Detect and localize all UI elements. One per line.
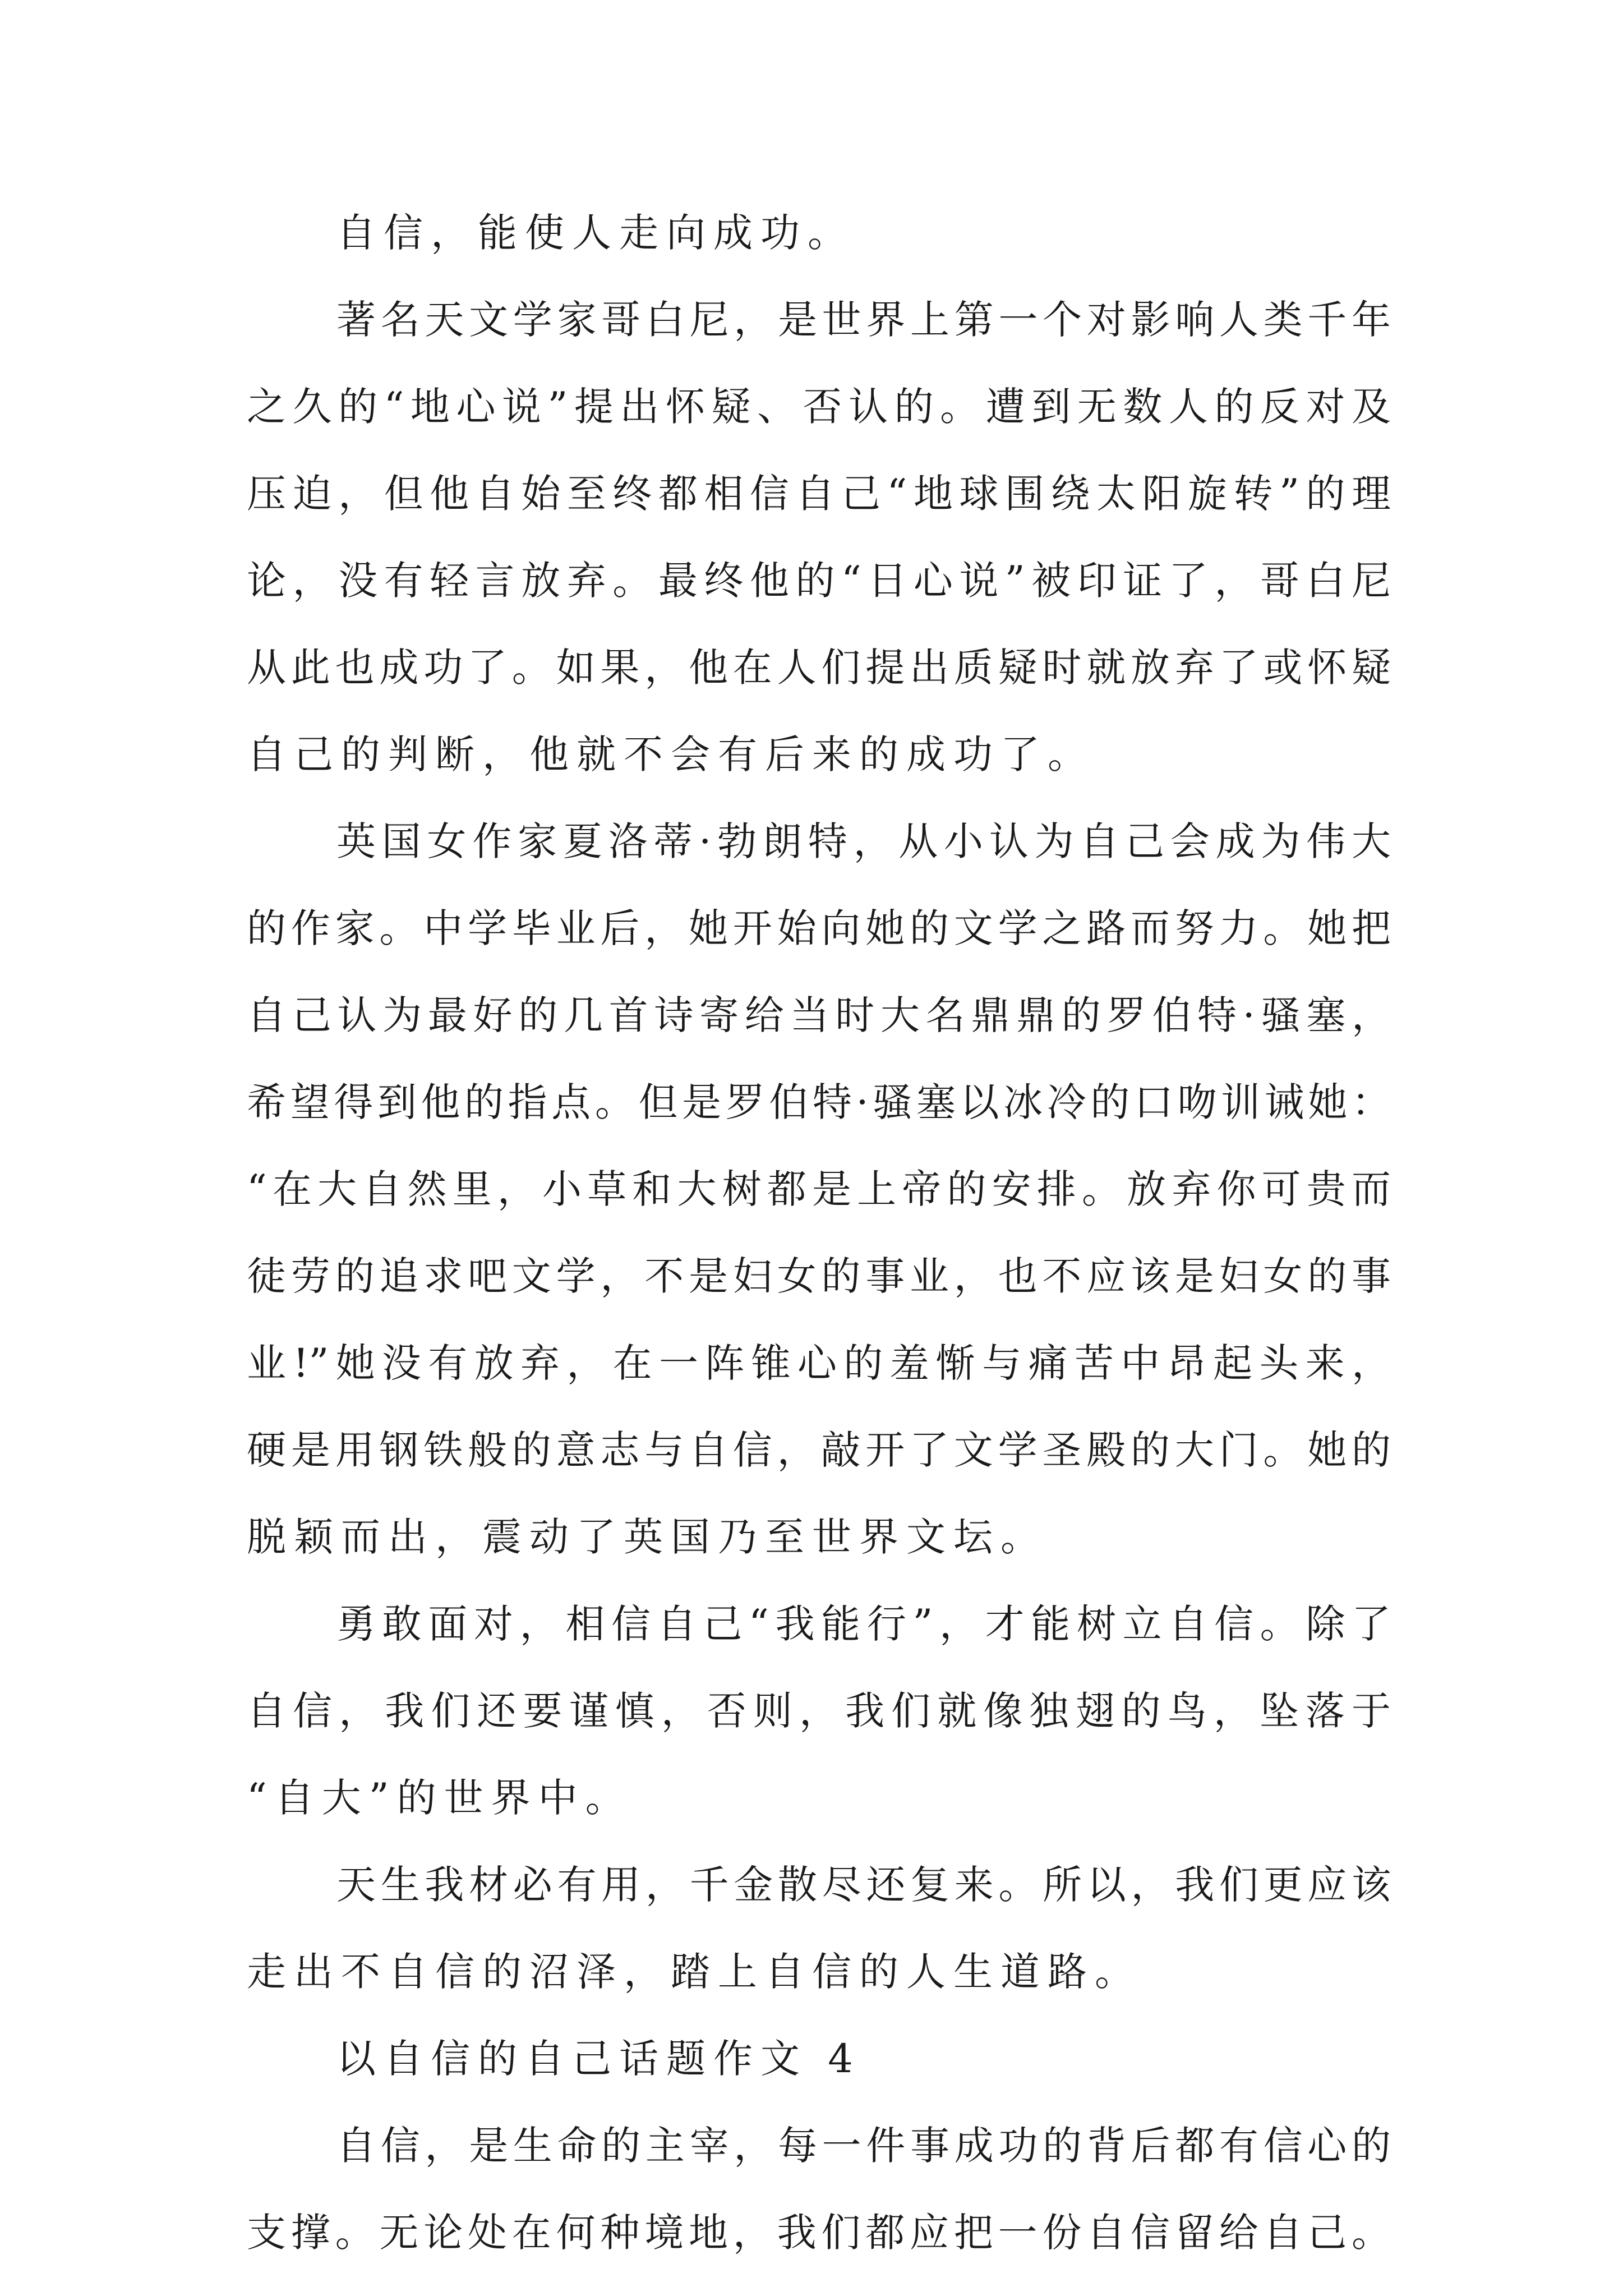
text-line: 自己认为最好的几首诗寄给当时大名鼎鼎的罗伯特·骚塞， bbox=[247, 992, 1391, 1038]
text-line: “自大”的世界中。 bbox=[247, 1775, 633, 1821]
text-line: 英国女作家夏洛蒂·勃朗特，从小认为自己会成为伟大 bbox=[336, 818, 1391, 864]
text-line: 业!”她没有放弃，在一阵锥心的羞惭与痛苦中昂起头来， bbox=[247, 1340, 1391, 1386]
text-line: 论，没有轻言放弃。最终他的“日心说”被印证了，哥白尼 bbox=[247, 558, 1391, 604]
text-line: 支撑。无论处在何种境地，我们都应把一份自信留给自己。 bbox=[247, 2210, 1391, 2256]
text-line: 自己的判断，他就不会有后来的成功了。 bbox=[247, 731, 1095, 777]
text-line: 天生我材必有用，千金散尽还复来。所以，我们更应该 bbox=[336, 1862, 1391, 1908]
text-line: 压迫，但他自始至终都相信自己“地球围绕太阳旋转”的理 bbox=[247, 471, 1391, 517]
text-line: 自信，能使人走向成功。 bbox=[336, 210, 855, 256]
text-line: 从此也成功了。如果，他在人们提出质疑时就放弃了或怀疑 bbox=[247, 645, 1391, 691]
text-line: 走出不自信的沼泽，踏上自信的人生道路。 bbox=[247, 1949, 1142, 1995]
text-line: 著名天文学家哥白尼，是世界上第一个对影响人类千年 bbox=[336, 297, 1391, 343]
text-line: 希望得到他的指点。但是罗伯特·骚塞以冰冷的口吻训诫她： bbox=[247, 1079, 1391, 1125]
section-heading: 以自信的自己话题作文 4 bbox=[336, 2036, 861, 2082]
text-line: 自信，我们还要谨慎，否则，我们就像独翅的鸟，坠落于 bbox=[247, 1688, 1391, 1734]
text-line: 的作家。中学毕业后，她开始向她的文学之路而努力。她把 bbox=[247, 905, 1391, 951]
text-line: “在大自然里，小草和大树都是上帝的安排。放弃你可贵而 bbox=[247, 1166, 1391, 1212]
text-line: 硬是用钢铁般的意志与自信，敲开了文学圣殿的大门。她的 bbox=[247, 1427, 1391, 1473]
text-line: 之久的“地心说”提出怀疑、否认的。遭到无数人的反对及 bbox=[247, 384, 1391, 430]
text-line: 脱颖而出，震动了英国乃至世界文坛。 bbox=[247, 1514, 1048, 1560]
text-line: 勇敢面对，相信自己“我能行”，才能树立自信。除了 bbox=[336, 1601, 1391, 1647]
text-line: 自信，是生命的主宰，每一件事成功的背后都有信心的 bbox=[336, 2123, 1391, 2169]
text-line: 徒劳的追求吧文学，不是妇女的事业，也不应该是妇女的事 bbox=[247, 1253, 1391, 1299]
